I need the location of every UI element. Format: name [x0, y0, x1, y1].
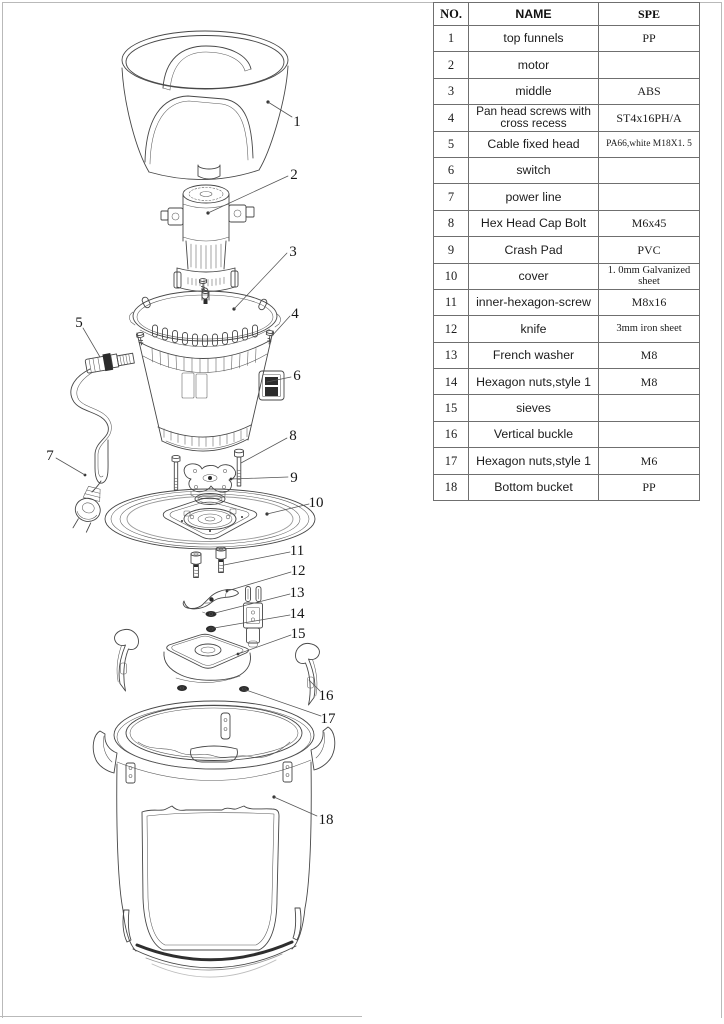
parts-table — [433, 2, 700, 501]
callout-label-2: 2 — [290, 167, 298, 183]
part-switch — [259, 371, 284, 400]
table-row — [434, 184, 700, 210]
cell-no: 13 — [434, 342, 469, 368]
part-power-line — [70, 369, 111, 534]
part-motor — [161, 185, 254, 304]
table-row — [434, 52, 700, 78]
header-no: NO. — [434, 3, 469, 26]
callout-1 — [266, 100, 300, 130]
header-name: NAME — [469, 3, 599, 26]
part-hex-bolts — [172, 449, 244, 490]
cell-name: middle — [469, 78, 599, 104]
table-row — [434, 210, 700, 236]
cell-no: 16 — [434, 421, 469, 447]
cell-name: Hexagon nuts,style 1 — [469, 448, 599, 474]
table-row — [434, 342, 700, 368]
callout-5 — [75, 315, 100, 357]
cell-no: 14 — [434, 369, 469, 395]
cell-spe: M8 — [599, 369, 700, 395]
cell-no: 10 — [434, 263, 469, 289]
cell-no: 1 — [434, 26, 469, 52]
table-row — [434, 316, 700, 342]
callout-label-14: 14 — [289, 606, 305, 622]
callout-label-1: 1 — [293, 114, 301, 130]
part-hex-nut-m8 — [206, 626, 216, 632]
cell-no: 12 — [434, 316, 469, 342]
cell-spe — [599, 395, 700, 421]
cell-name: knife — [469, 316, 599, 342]
cell-name: French washer — [469, 342, 599, 368]
table-row — [434, 78, 700, 104]
cell-no: 4 — [434, 105, 469, 131]
cell-spe: 3mm iron sheet — [599, 316, 700, 342]
cell-spe — [599, 421, 700, 447]
callout-label-6: 6 — [293, 368, 301, 384]
cell-name: Crash Pad — [469, 237, 599, 263]
cell-no: 17 — [434, 448, 469, 474]
cell-spe: M6 — [599, 448, 700, 474]
part-top-funnel — [122, 31, 288, 180]
table-row — [434, 448, 700, 474]
cell-name: motor — [469, 52, 599, 78]
part-knife — [183, 589, 238, 608]
callout-3 — [232, 244, 296, 311]
callout-label-7: 7 — [46, 448, 54, 464]
cell-name: sieves — [469, 395, 599, 421]
part-middle-basket — [129, 288, 280, 451]
callout-label-17: 17 — [320, 711, 336, 727]
callout-label-9: 9 — [290, 470, 298, 486]
cell-spe: M6x45 — [599, 210, 700, 236]
table-row — [434, 369, 700, 395]
part-inner-hexagon-screws — [191, 547, 226, 578]
cell-name: switch — [469, 157, 599, 183]
cell-name: Pan head screws with cross recess — [469, 105, 599, 131]
parts-table-body — [434, 26, 700, 501]
power-plug — [70, 485, 105, 535]
cell-name: cover — [469, 263, 599, 289]
callout-label-3: 3 — [289, 244, 297, 260]
cell-no: 5 — [434, 131, 469, 157]
header-spe: SPE — [599, 3, 700, 26]
callout-9 — [230, 470, 298, 486]
part-hex-nuts-m6 — [177, 685, 249, 692]
callout-label-10: 10 — [308, 495, 324, 511]
table-row — [434, 289, 700, 315]
callout-label-8: 8 — [289, 428, 297, 444]
cell-name: top funnels — [469, 26, 599, 52]
part-french-washer — [203, 611, 217, 617]
cell-name: inner-hexagon-screw — [469, 289, 599, 315]
table-row — [434, 421, 700, 447]
cell-name: Hex Head Cap Bolt — [469, 210, 599, 236]
cell-name: Bottom bucket — [469, 474, 599, 500]
callout-label-4: 4 — [291, 306, 299, 322]
cell-name: Hexagon nuts,style 1 — [469, 369, 599, 395]
cell-spe: PA66,white M18X1. 5 — [599, 131, 700, 157]
cell-name: Vertical buckle — [469, 421, 599, 447]
cell-no: 15 — [434, 395, 469, 421]
cell-no: 9 — [434, 237, 469, 263]
cell-no: 11 — [434, 289, 469, 315]
table-row — [434, 131, 700, 157]
cell-spe: PP — [599, 26, 700, 52]
cell-spe: M8 — [599, 342, 700, 368]
callout-18 — [272, 795, 333, 828]
table-row — [434, 474, 700, 500]
callout-label-15: 15 — [290, 626, 306, 642]
cell-no: 3 — [434, 78, 469, 104]
cell-no: 2 — [434, 52, 469, 78]
callout-7 — [46, 448, 86, 476]
cell-spe: 1. 0mm Galvanized sheet — [599, 263, 700, 289]
callout-label-13: 13 — [289, 585, 305, 601]
table-row — [434, 263, 700, 289]
table-row — [434, 26, 700, 52]
part-bottom-bucket — [93, 701, 335, 977]
table-row — [434, 237, 700, 263]
cell-spe: PVC — [599, 237, 700, 263]
table-row — [434, 395, 700, 421]
callout-16 — [309, 680, 334, 704]
cell-spe — [599, 184, 700, 210]
table-header-row — [434, 3, 700, 26]
cell-spe — [599, 157, 700, 183]
part-cover — [105, 489, 315, 549]
cell-no: 7 — [434, 184, 469, 210]
cell-spe — [599, 52, 700, 78]
callout-label-11: 11 — [289, 543, 305, 559]
cell-spe: ABS — [599, 78, 700, 104]
table-row — [434, 157, 700, 183]
cell-name: Cable fixed head — [469, 131, 599, 157]
cell-spe: PP — [599, 474, 700, 500]
callout-label-18: 18 — [318, 812, 334, 828]
cell-spe: ST4x16PH/A — [599, 105, 700, 131]
part-cable-fixed-head — [85, 349, 135, 374]
callout-label-12: 12 — [290, 563, 306, 579]
callout-label-16: 16 — [318, 688, 334, 704]
callout-label-5: 5 — [75, 315, 83, 331]
cell-no: 8 — [434, 210, 469, 236]
cell-name: power line — [469, 184, 599, 210]
table-row — [434, 105, 700, 131]
callout-10 — [265, 495, 323, 516]
cell-no: 18 — [434, 474, 469, 500]
part-sieve — [164, 634, 251, 682]
cell-no: 6 — [434, 157, 469, 183]
buckle-center — [244, 587, 263, 648]
cell-spe: M8x16 — [599, 289, 700, 315]
